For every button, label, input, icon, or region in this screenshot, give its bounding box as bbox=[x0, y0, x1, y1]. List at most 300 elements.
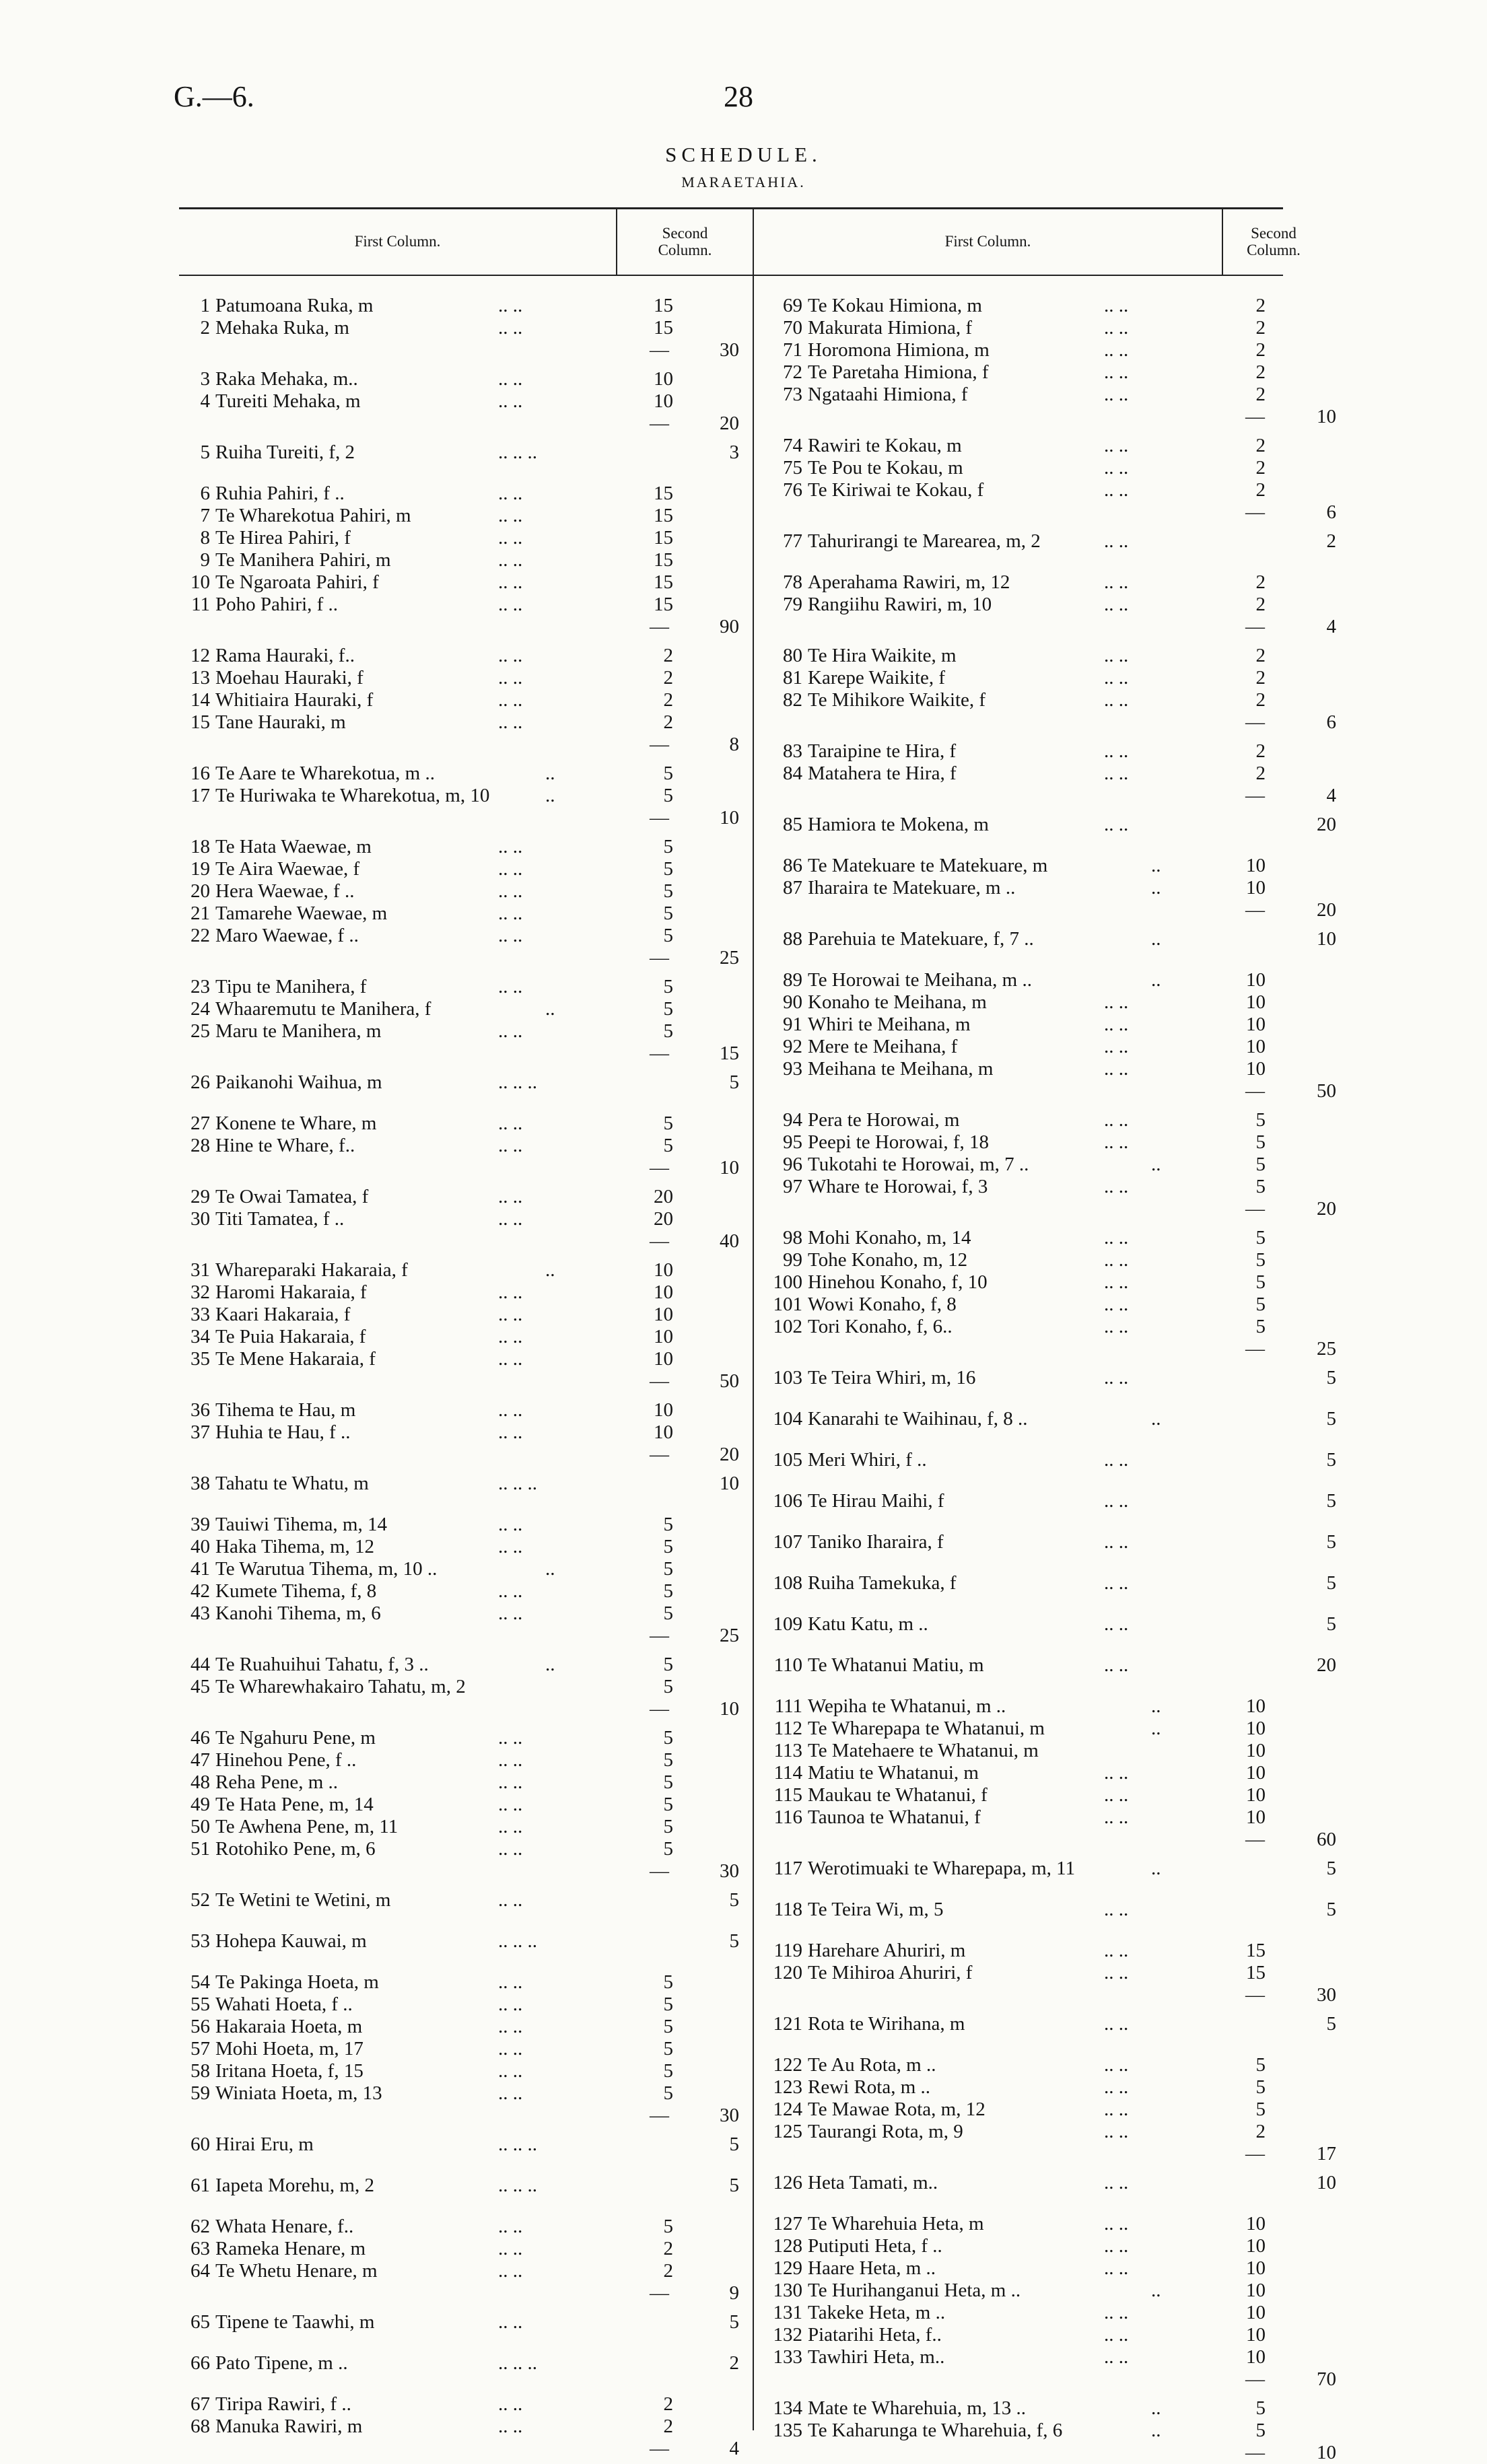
entry-name: Patumoana Ruka, m bbox=[215, 295, 374, 316]
group-total: 30 bbox=[1317, 1984, 1336, 2006]
dot-leader: .. .. bbox=[1104, 361, 1129, 383]
entry-name: Manuka Rawiri, m bbox=[215, 2416, 363, 2437]
schedule-entry bbox=[0, 969, 1487, 991]
share-value: 2 bbox=[1255, 384, 1266, 405]
group-total: 30 bbox=[720, 1860, 739, 1882]
dot-leader: .. .. bbox=[1104, 1014, 1129, 1035]
schedule-subtitle: MARAETAHIA. bbox=[681, 174, 806, 190]
entry-name: Te Whatanui Matiu, m bbox=[808, 1654, 984, 1676]
entry-name: Te Pou te Kokau, m bbox=[808, 457, 963, 479]
subtotal-dash: — bbox=[650, 1698, 669, 1720]
entry-name: Hamiora te Mokena, m bbox=[808, 814, 989, 835]
entry-name: Whata Henare, f.. bbox=[215, 2216, 354, 2237]
share-value: 2 bbox=[1255, 317, 1266, 339]
group-total: 60 bbox=[1317, 1829, 1336, 1850]
entry-number: 82 bbox=[783, 689, 802, 711]
entry-name: Maro Waewae, f .. bbox=[215, 925, 359, 946]
share-value: 10 bbox=[1246, 2257, 1266, 2279]
group-total: 15 bbox=[720, 1043, 739, 1064]
share-value: 5 bbox=[663, 2082, 673, 2104]
group-total: 5 bbox=[1326, 1572, 1336, 1594]
share-value: 2 bbox=[1255, 571, 1266, 593]
share-value: 5 bbox=[1255, 1316, 1266, 1337]
group-total: 10 bbox=[720, 1473, 739, 1494]
second-column-label-line2: Column. bbox=[658, 242, 712, 258]
entry-name: Rangiihu Rawiri, m, 10 bbox=[808, 594, 992, 615]
share-value: 5 bbox=[663, 1514, 673, 1535]
schedule-entry bbox=[0, 763, 1487, 785]
entry-number: 46 bbox=[191, 1727, 210, 1749]
entry-number: 72 bbox=[783, 361, 802, 383]
dot-leader: .. bbox=[1151, 1858, 1161, 1879]
schedule-entry bbox=[0, 594, 1487, 616]
entry-number: 35 bbox=[191, 1348, 210, 1370]
entry-number: 27 bbox=[191, 1113, 210, 1134]
entry-name: Kanarahi te Waihinau, f, 8 .. bbox=[808, 1408, 1028, 1430]
schedule-entry bbox=[0, 689, 1487, 711]
dot-leader: .. bbox=[545, 1654, 555, 1675]
share-value: 15 bbox=[654, 594, 673, 615]
entry-name: Pato Tipene, m .. bbox=[215, 2352, 348, 2374]
entry-name: Tahurirangi te Marearea, m, 2 bbox=[808, 530, 1041, 552]
share-value: 5 bbox=[1255, 2397, 1266, 2419]
entry-name: Taunoa te Whatanui, f bbox=[808, 1806, 981, 1828]
subtotal-dash: — bbox=[1245, 2442, 1265, 2463]
share-value: 15 bbox=[654, 505, 673, 526]
entry-number: 71 bbox=[783, 339, 802, 361]
entry-name: Te Kiriwai te Kokau, f bbox=[808, 479, 984, 501]
entry-name: Heta Tamati, m.. bbox=[808, 2172, 938, 2193]
entry-number: 56 bbox=[191, 2016, 210, 2037]
entry-name: Te Whetu Henare, m bbox=[215, 2260, 378, 2282]
group-total: 5 bbox=[729, 2134, 739, 2155]
dot-leader: .. .. bbox=[1104, 1176, 1129, 1197]
subtotal-row bbox=[0, 616, 1487, 638]
dot-leader: .. .. bbox=[498, 2260, 523, 2282]
entry-number: 32 bbox=[191, 1281, 210, 1303]
entry-number: 67 bbox=[191, 2393, 210, 2415]
share-value: 10 bbox=[654, 368, 673, 390]
entry-number: 87 bbox=[783, 877, 802, 899]
entry-name: Te Manihera Pahiri, m bbox=[215, 549, 391, 571]
entry-name: Tureiti Mehaka, m bbox=[215, 390, 361, 412]
share-value: 5 bbox=[1255, 1154, 1266, 1175]
dot-leader: .. bbox=[545, 998, 555, 1020]
group-total: 3 bbox=[729, 442, 739, 463]
entry-number: 70 bbox=[783, 317, 802, 339]
subtotal-row bbox=[0, 1829, 1487, 1851]
schedule-entry bbox=[0, 457, 1487, 479]
dot-leader: .. .. .. bbox=[498, 1930, 537, 1952]
schedule-entry bbox=[0, 928, 1487, 950]
group-total: 5 bbox=[1326, 1408, 1336, 1430]
entry-number: 81 bbox=[783, 667, 802, 689]
dot-leader: .. .. bbox=[1104, 1109, 1129, 1131]
subtotal-dash: — bbox=[650, 1043, 669, 1064]
entry-number: 58 bbox=[191, 2060, 210, 2082]
group-total: 25 bbox=[720, 1625, 739, 1646]
entry-number: 122 bbox=[773, 2054, 802, 2076]
entry-number: 22 bbox=[191, 925, 210, 946]
share-value: 2 bbox=[1255, 689, 1266, 711]
share-value: 5 bbox=[663, 1971, 673, 1993]
entry-name: Tane Hauraki, m bbox=[215, 711, 346, 733]
dot-leader: .. .. bbox=[498, 925, 523, 946]
schedule-entry bbox=[0, 1294, 1487, 1316]
dot-leader: .. .. bbox=[498, 858, 523, 880]
entry-number: 80 bbox=[783, 645, 802, 666]
share-value: 15 bbox=[654, 571, 673, 593]
share-value: 5 bbox=[663, 976, 673, 997]
share-value: 10 bbox=[1246, 1036, 1266, 1057]
schedule-entry bbox=[0, 991, 1487, 1014]
schedule-entry bbox=[0, 295, 1487, 317]
entry-name: Te Pakinga Hoeta, m bbox=[215, 1971, 379, 1993]
schedule-entry bbox=[0, 1613, 1487, 1635]
entry-name: Te Warutua Tihema, m, 10 .. bbox=[215, 1558, 438, 1580]
dot-leader: .. .. bbox=[498, 2416, 523, 2437]
entry-number: 7 bbox=[200, 505, 210, 526]
schedule-entry bbox=[0, 2420, 1487, 2442]
entry-number: 124 bbox=[773, 2099, 802, 2120]
dot-leader: .. .. bbox=[1104, 435, 1129, 456]
subtotal-dash: — bbox=[1245, 785, 1265, 806]
share-value: 15 bbox=[654, 483, 673, 504]
group-total: 5 bbox=[729, 2175, 739, 2196]
share-value: 10 bbox=[1246, 991, 1266, 1013]
page-number: 28 bbox=[724, 80, 753, 113]
entry-number: 8 bbox=[200, 527, 210, 549]
entry-number: 134 bbox=[773, 2397, 802, 2419]
schedule-entry bbox=[0, 2280, 1487, 2302]
schedule-entry bbox=[0, 1572, 1487, 1594]
dot-leader: .. .. bbox=[1104, 2013, 1129, 2035]
entry-number: 85 bbox=[783, 814, 802, 835]
share-value: 2 bbox=[663, 645, 673, 666]
entry-number: 19 bbox=[191, 858, 210, 880]
entry-name: Maru te Manihera, m bbox=[215, 1020, 382, 1042]
subtotal-dash: — bbox=[1245, 1080, 1265, 1102]
dot-leader: .. .. bbox=[498, 880, 523, 902]
share-value: 2 bbox=[663, 2416, 673, 2437]
entry-name: Te Hata Pene, m, 14 bbox=[215, 1794, 374, 1815]
subtotal-dash: — bbox=[1245, 616, 1265, 637]
subtotal-row bbox=[0, 899, 1487, 921]
dot-leader: .. .. bbox=[498, 317, 523, 339]
subtotal-dash: — bbox=[650, 807, 669, 829]
dot-leader: .. .. bbox=[1104, 1058, 1129, 1080]
entry-name: Tohe Konaho, m, 12 bbox=[808, 1249, 968, 1271]
schedule-entry bbox=[0, 1131, 1487, 1154]
schedule-entry bbox=[0, 2257, 1487, 2280]
entry-name: Harehare Ahuriri, m bbox=[808, 1940, 966, 1961]
entry-number: 43 bbox=[191, 1603, 210, 1624]
subtotal-dash: — bbox=[650, 616, 669, 637]
dot-leader: .. bbox=[1151, 2420, 1161, 2441]
entry-name: Iharaira te Matekuare, m .. bbox=[808, 877, 1016, 899]
share-value: 5 bbox=[663, 925, 673, 946]
entry-name: Te Hirau Maihi, f bbox=[808, 1490, 944, 1512]
dot-leader: .. .. bbox=[498, 689, 523, 711]
group-total: 5 bbox=[729, 1930, 739, 1952]
entry-number: 41 bbox=[191, 1558, 210, 1580]
entry-name: Haare Heta, m .. bbox=[808, 2257, 936, 2279]
entry-name: Makurata Himiona, f bbox=[808, 317, 973, 339]
entry-number: 10 bbox=[191, 571, 210, 593]
share-value: 5 bbox=[663, 2060, 673, 2082]
entry-number: 121 bbox=[773, 2013, 802, 2035]
schedule-entry bbox=[0, 1531, 1487, 1553]
entry-name: Te Wetini te Wetini, m bbox=[215, 1889, 391, 1911]
share-value: 5 bbox=[1255, 2076, 1266, 2098]
dot-leader: .. .. bbox=[1104, 571, 1129, 593]
entry-name: Tihema te Hau, m bbox=[215, 1399, 356, 1421]
entry-name: Te Kokau Himiona, m bbox=[808, 295, 982, 316]
entry-name: Ngataahi Himiona, f bbox=[808, 384, 968, 405]
share-value: 10 bbox=[1246, 969, 1266, 991]
entry-number: 110 bbox=[773, 1654, 802, 1676]
left-second-column-header bbox=[617, 225, 753, 258]
dot-leader: .. .. bbox=[1104, 2346, 1129, 2368]
entry-number: 128 bbox=[773, 2235, 802, 2257]
schedule-entry bbox=[0, 2076, 1487, 2099]
entry-number: 62 bbox=[191, 2216, 210, 2237]
dot-leader: .. .. bbox=[498, 2038, 523, 2060]
entry-name: Te Aare te Wharekotua, m .. bbox=[215, 763, 435, 784]
schedule-entry bbox=[0, 667, 1487, 689]
schedule-entry bbox=[0, 1014, 1487, 1036]
entry-name: Whitiaira Hauraki, f bbox=[215, 689, 374, 711]
share-value: 10 bbox=[654, 1348, 673, 1370]
share-value: 15 bbox=[654, 549, 673, 571]
dot-leader: .. .. bbox=[1104, 479, 1129, 501]
group-total: 5 bbox=[1326, 1899, 1336, 1920]
entry-name: Tawhiri Heta, m.. bbox=[808, 2346, 945, 2368]
entry-number: 84 bbox=[783, 763, 802, 784]
entry-name: Hera Waewae, f .. bbox=[215, 880, 355, 902]
dot-leader: .. bbox=[545, 785, 555, 806]
dot-leader: .. .. bbox=[498, 2238, 523, 2259]
dot-leader: .. .. bbox=[1104, 689, 1129, 711]
group-total: 6 bbox=[1326, 501, 1336, 523]
dot-leader: .. .. bbox=[1104, 384, 1129, 405]
schedule-entry bbox=[0, 2121, 1487, 2143]
entry-number: 132 bbox=[773, 2324, 802, 2346]
schedule-entry bbox=[0, 530, 1487, 553]
group-total: 10 bbox=[720, 807, 739, 829]
share-value: 5 bbox=[663, 1113, 673, 1134]
dot-leader: .. .. bbox=[498, 1971, 523, 1993]
entry-number: 45 bbox=[191, 1676, 210, 1697]
schedule-entry bbox=[0, 1271, 1487, 1294]
entry-number: 96 bbox=[783, 1154, 802, 1175]
group-total: 10 bbox=[720, 1698, 739, 1720]
share-value: 10 bbox=[1246, 2213, 1266, 2234]
entry-number: 103 bbox=[773, 1367, 802, 1388]
entry-name: Te Hirea Pahiri, f bbox=[215, 527, 351, 549]
share-value: 20 bbox=[654, 1208, 673, 1230]
group-total: 5 bbox=[1326, 1449, 1336, 1471]
schedule-entry bbox=[0, 1695, 1487, 1718]
schedule-entry bbox=[0, 1109, 1487, 1131]
share-value: 2 bbox=[1255, 740, 1266, 762]
entry-number: 73 bbox=[783, 384, 802, 405]
dot-leader: .. .. bbox=[1104, 1249, 1129, 1271]
entry-name: Winiata Hoeta, m, 13 bbox=[215, 2082, 382, 2104]
group-total: 10 bbox=[720, 1157, 739, 1178]
share-value: 5 bbox=[663, 785, 673, 806]
dot-leader: .. .. bbox=[1104, 2302, 1129, 2323]
entry-number: 119 bbox=[773, 1940, 802, 1961]
schedule-entry bbox=[0, 361, 1487, 384]
share-value: 10 bbox=[654, 1281, 673, 1303]
dot-leader: .. .. bbox=[498, 1208, 523, 1230]
subtotal-dash: — bbox=[650, 1370, 669, 1392]
dot-leader: .. .. bbox=[498, 2060, 523, 2082]
dot-leader: .. .. bbox=[1104, 991, 1129, 1013]
subtotal-row bbox=[0, 785, 1487, 807]
share-value: 5 bbox=[1255, 2099, 1266, 2120]
dot-leader: .. bbox=[1151, 1154, 1161, 1175]
entry-name: Tamarehe Waewae, m bbox=[215, 903, 388, 924]
dot-leader: .. .. bbox=[1104, 1572, 1129, 1594]
entry-name: Whareparaki Hakaraia, f bbox=[215, 1259, 408, 1281]
entry-number: 40 bbox=[191, 1536, 210, 1557]
subtotal-row bbox=[0, 2442, 1487, 2464]
entry-number: 97 bbox=[783, 1176, 802, 1197]
share-value: 2 bbox=[1255, 339, 1266, 361]
dot-leader: .. .. bbox=[498, 2082, 523, 2104]
entry-name: Mate te Wharehuia, m, 13 .. bbox=[808, 2397, 1026, 2419]
dot-leader: .. .. bbox=[498, 1304, 523, 1325]
entry-number: 68 bbox=[191, 2416, 210, 2437]
entry-name: Werotimuaki te Wharepapa, m, 11 bbox=[808, 1858, 1076, 1879]
right-second-column-header bbox=[1223, 225, 1324, 258]
entry-name: Tori Konaho, f, 6.. bbox=[808, 1316, 953, 1337]
schedule-entry bbox=[0, 1490, 1487, 1512]
entry-number: 54 bbox=[191, 1971, 210, 1993]
entry-number: 38 bbox=[191, 1473, 210, 1494]
share-value: 10 bbox=[654, 1326, 673, 1347]
subtotal-dash: — bbox=[1245, 711, 1265, 733]
dot-leader: .. bbox=[1151, 2397, 1161, 2419]
group-total: 50 bbox=[720, 1370, 739, 1392]
dot-leader: .. .. bbox=[1104, 1962, 1129, 1983]
dot-leader: .. .. bbox=[498, 645, 523, 666]
group-total: 2 bbox=[729, 2352, 739, 2374]
entry-number: 94 bbox=[783, 1109, 802, 1131]
group-total: 2 bbox=[1326, 530, 1336, 552]
entry-name: Paikanohi Waihua, m bbox=[215, 1071, 382, 1093]
share-value: 10 bbox=[1246, 2324, 1266, 2346]
dot-leader: .. .. bbox=[1104, 2235, 1129, 2257]
subtotal-row bbox=[0, 1338, 1487, 1360]
dot-leader: .. .. bbox=[1104, 2121, 1129, 2142]
share-value: 15 bbox=[1246, 1962, 1266, 1983]
dot-leader: .. .. bbox=[1104, 339, 1129, 361]
dot-leader: .. .. bbox=[498, 549, 523, 571]
dot-leader: .. .. bbox=[498, 390, 523, 412]
entry-name: Hohepa Kauwai, m bbox=[215, 1930, 367, 1952]
dot-leader: .. .. bbox=[498, 1135, 523, 1156]
entry-name: Te Mawae Rota, m, 12 bbox=[808, 2099, 985, 2120]
share-value: 10 bbox=[1246, 2302, 1266, 2323]
entry-name: Maukau te Whatanui, f bbox=[808, 1784, 988, 1806]
share-value: 2 bbox=[1255, 295, 1266, 316]
share-value: 15 bbox=[654, 295, 673, 316]
entry-name: Hine te Whare, f.. bbox=[215, 1135, 355, 1156]
group-total: 4 bbox=[729, 2438, 739, 2459]
subtotal-dash: — bbox=[650, 734, 669, 755]
entry-name: Wepiha te Whatanui, m .. bbox=[808, 1695, 1006, 1717]
entry-name: Te Teira Wi, m, 5 bbox=[808, 1899, 944, 1920]
subtotal-dash: — bbox=[1245, 1829, 1265, 1850]
dot-leader: .. bbox=[1151, 1408, 1161, 1430]
share-value: 2 bbox=[1255, 763, 1266, 784]
share-value: 5 bbox=[663, 858, 673, 880]
share-value: 10 bbox=[1246, 1762, 1266, 1784]
group-total: 5 bbox=[729, 1071, 739, 1093]
dot-leader: .. bbox=[1151, 1718, 1161, 1739]
dot-leader: .. .. bbox=[1104, 1131, 1129, 1153]
entry-name: Mohi Konaho, m, 14 bbox=[808, 1227, 971, 1248]
schedule-title: SCHEDULE. bbox=[665, 143, 822, 166]
entry-name: Rota te Wirihana, m bbox=[808, 2013, 965, 2035]
entry-name: Te Owai Tamatea, f bbox=[215, 1186, 369, 1207]
entry-name: Te Horowai te Meihana, m .. bbox=[808, 969, 1032, 991]
dot-leader: .. .. bbox=[1104, 2213, 1129, 2234]
share-value: 2 bbox=[1255, 361, 1266, 383]
dot-leader: .. .. bbox=[1104, 1036, 1129, 1057]
entry-number: 55 bbox=[191, 1994, 210, 2015]
dot-leader: .. .. bbox=[1104, 1613, 1129, 1635]
entry-name: Haromi Hakaraia, f bbox=[215, 1281, 367, 1303]
subtotal-dash: — bbox=[650, 1230, 669, 1252]
entry-name: Matahera te Hira, f bbox=[808, 763, 957, 784]
entry-name: Ruiha Tamekuka, f bbox=[808, 1572, 957, 1594]
share-value: 2 bbox=[663, 2393, 673, 2415]
subtotal-dash: — bbox=[650, 2105, 669, 2126]
share-value: 5 bbox=[663, 1603, 673, 1624]
dot-leader: .. .. bbox=[498, 711, 523, 733]
share-value: 10 bbox=[1246, 1718, 1266, 1739]
dot-leader: .. bbox=[1151, 877, 1161, 899]
schedule-entry bbox=[0, 1036, 1487, 1058]
entry-name: Takeke Heta, m .. bbox=[808, 2302, 946, 2323]
entry-name: Te Hata Waewae, m bbox=[215, 836, 372, 857]
dot-leader: .. .. bbox=[498, 1326, 523, 1347]
entry-number: 88 bbox=[783, 928, 802, 950]
entry-number: 50 bbox=[191, 1816, 210, 1837]
entry-number: 64 bbox=[191, 2260, 210, 2282]
share-value: 2 bbox=[663, 2260, 673, 2282]
share-value: 10 bbox=[1246, 855, 1266, 876]
entry-name: Mohi Hoeta, m, 17 bbox=[215, 2038, 364, 2060]
entry-number: 13 bbox=[191, 667, 210, 689]
entry-number: 101 bbox=[773, 1294, 802, 1315]
dot-leader: .. .. bbox=[498, 1994, 523, 2015]
entry-number: 130 bbox=[773, 2280, 802, 2301]
entry-name: Te Huriwaka te Wharekotua, m, 10 bbox=[215, 785, 490, 806]
entry-name: Tukotahi te Horowai, m, 7 .. bbox=[808, 1154, 1029, 1175]
group-total: 25 bbox=[720, 947, 739, 969]
entry-number: 28 bbox=[191, 1135, 210, 1156]
entry-name: Peepi te Horowai, f, 18 bbox=[808, 1131, 989, 1153]
schedule-entry bbox=[0, 2346, 1487, 2368]
entry-number: 37 bbox=[191, 1421, 210, 1443]
dot-leader: .. .. bbox=[498, 1838, 523, 1860]
schedule-entry bbox=[0, 1176, 1487, 1198]
